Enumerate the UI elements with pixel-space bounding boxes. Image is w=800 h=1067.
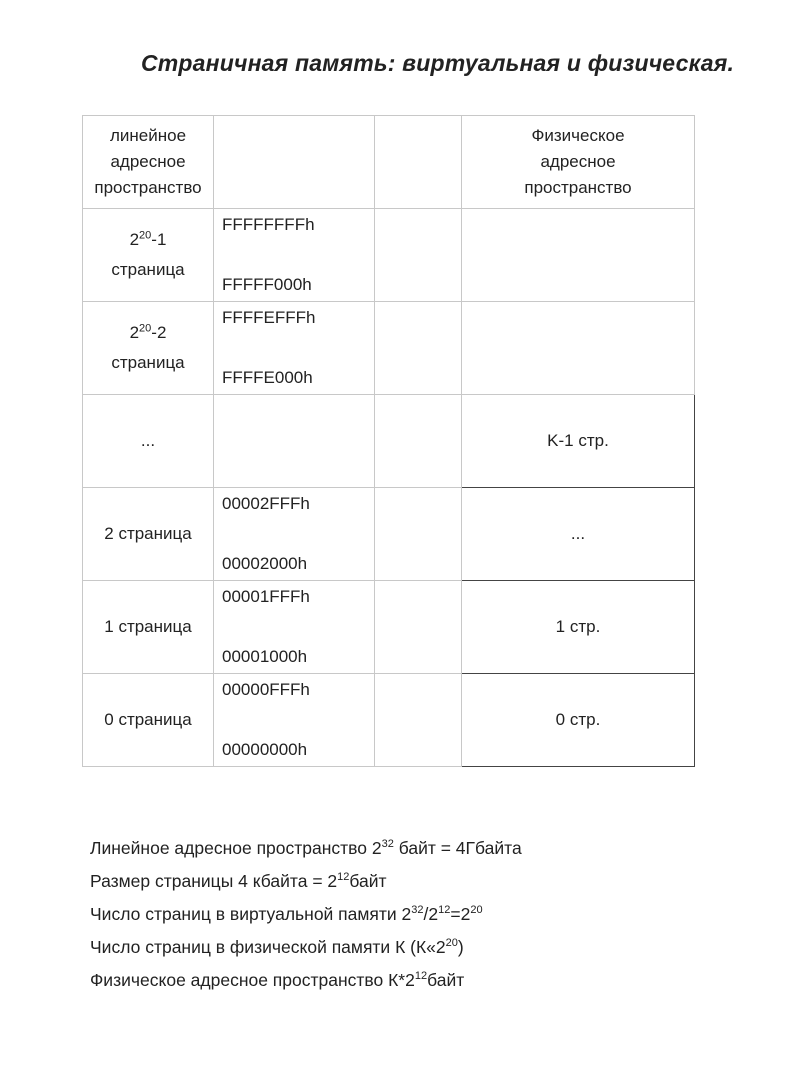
address-range: [214, 209, 375, 302]
table-header-row: [83, 116, 695, 209]
virtual-page-label: 0 страница: [83, 674, 214, 767]
page-exponent: 20: [139, 229, 152, 242]
note-text: ): [457, 937, 464, 957]
note-exponent: 32: [381, 838, 394, 851]
page-base: 2: [129, 323, 140, 342]
note-text: Число страниц в виртуальной памяти 2: [90, 904, 412, 924]
header-linear-line2: адресное: [110, 152, 186, 171]
address-range: [214, 674, 375, 767]
address-low: FFFFE000h: [222, 368, 313, 387]
address-range: [214, 581, 375, 674]
table-row: [83, 674, 695, 767]
table-row: [83, 302, 695, 395]
header-phys-line1: Физическое: [531, 126, 625, 145]
header-physical-space: [462, 116, 695, 209]
page-title: Страничная память: виртуальная и физическая.: [140, 50, 735, 76]
note-exponent: 12: [438, 904, 451, 917]
note-text: байт: [427, 970, 465, 990]
spacer-cell: [375, 302, 462, 395]
spacer-cell: [375, 488, 462, 581]
note-exponent: 12: [414, 970, 428, 983]
table-row: [83, 209, 695, 302]
page-base: 2: [129, 230, 140, 249]
virtual-page-label: 2 страница: [83, 488, 214, 581]
header-linear-line1: линейное: [109, 126, 187, 145]
note-exponent: 12: [337, 871, 350, 884]
virtual-page-label: [83, 209, 214, 302]
note-virtual-pages: [90, 898, 522, 931]
physical-page-cell: 1 стр.: [462, 581, 695, 674]
note-exponent: 20: [470, 904, 483, 917]
header-phys-line2: адресное: [540, 152, 616, 171]
address-low: FFFFF000h: [222, 275, 312, 294]
note-text: =2: [450, 904, 471, 924]
notes-block: [90, 832, 522, 997]
physical-page-cell: K-1 стр.: [462, 395, 695, 488]
virtual-page-label: 1 страница: [83, 581, 214, 674]
spacer-cell: [375, 581, 462, 674]
spacer-cell: [375, 395, 462, 488]
note-text: /2: [423, 904, 439, 924]
note-text: Физическое адресное пространство К*2: [90, 970, 415, 990]
physical-page-cell: ...: [462, 488, 695, 581]
spacer-cell: [375, 209, 462, 302]
table-row: [83, 395, 695, 488]
note-exponent: 20: [445, 937, 458, 950]
note-text: Размер страницы 4 кбайта = 2: [90, 871, 338, 891]
page-exponent: 20: [139, 322, 152, 335]
table-row: [83, 581, 695, 674]
physical-page-cell: [462, 302, 695, 395]
note-page-size: [90, 865, 522, 898]
paging-table: [82, 115, 695, 767]
note-text: байт: [349, 871, 387, 891]
address-range: [214, 302, 375, 395]
page-suffix: -2: [151, 323, 167, 342]
note-exponent: 32: [411, 904, 424, 917]
address-range: [214, 488, 375, 581]
address-range: [214, 395, 375, 488]
physical-page-cell: 0 стр.: [462, 674, 695, 767]
header-linear-space: [83, 116, 214, 209]
header-linear-line3: пространство: [94, 178, 202, 197]
page-word: страница: [111, 260, 185, 279]
address-high: 00001FFFh: [222, 587, 310, 606]
note-text: Линейное адресное пространство 2: [90, 838, 382, 858]
page-word: страница: [111, 353, 185, 372]
page-suffix: -1: [151, 230, 167, 249]
table-row: [83, 488, 695, 581]
address-low: 00002000h: [222, 554, 308, 573]
address-high: FFFFFFFFh: [222, 215, 315, 234]
note-physical-space: [90, 964, 522, 997]
virtual-page-label: ...: [83, 395, 214, 488]
header-empty-2: [375, 116, 462, 209]
address-high: FFFFEFFFh: [222, 308, 316, 327]
note-text: байт = 4Гбайта: [393, 838, 522, 858]
note-physical-pages: [90, 931, 522, 964]
note-text: Число страниц в физической памяти К (К«2: [90, 937, 446, 957]
header-phys-line3: пространство: [524, 178, 632, 197]
address-high: 00002FFFh: [222, 494, 310, 513]
address-high: 00000FFFh: [222, 680, 310, 699]
address-low: 00000000h: [222, 740, 308, 759]
address-low: 00001000h: [222, 647, 308, 666]
header-empty-1: [214, 116, 375, 209]
spacer-cell: [375, 674, 462, 767]
note-linear-space: [90, 832, 522, 865]
virtual-page-label: [83, 302, 214, 395]
physical-page-cell: [462, 209, 695, 302]
